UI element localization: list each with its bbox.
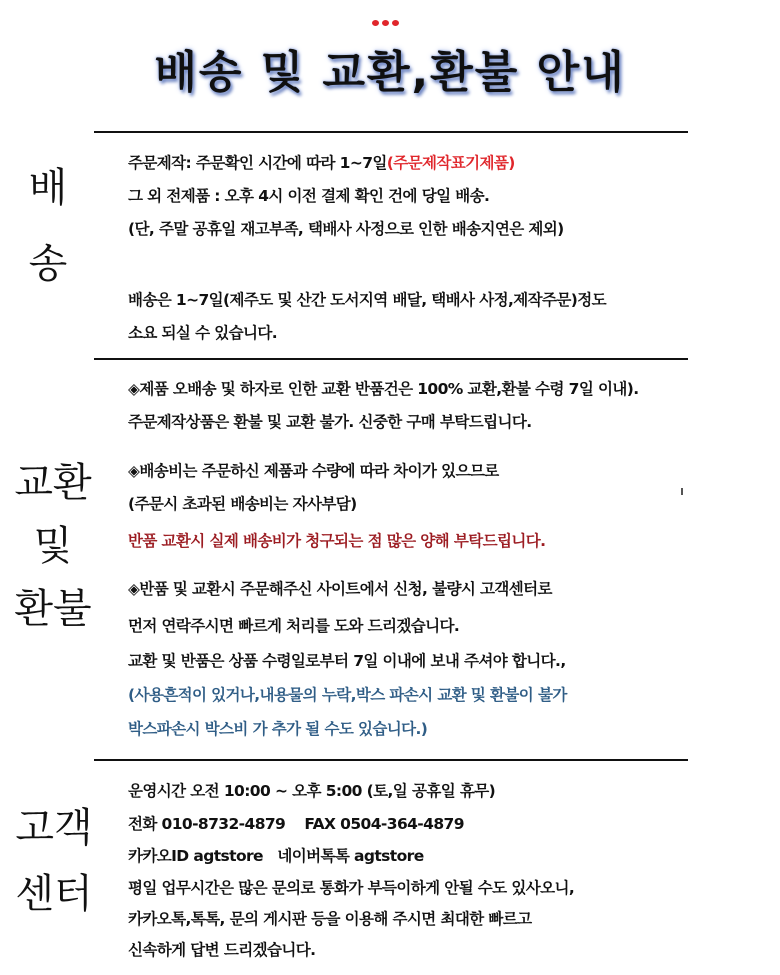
highlight-text: (주문제작표기제품) [386, 154, 515, 172]
cs-line-4: 평일 업무시간은 많은 문의로 통화가 부득이하게 안될 수도 있사오니, [128, 879, 575, 897]
shipping-line-4: 배송은 1~7일(제주도 및 산간 도서지역 배달, 택배사 사정,제작주문)정도 [128, 291, 606, 309]
divider [94, 131, 688, 133]
label-line: 고객 [15, 805, 93, 851]
label-line: 및 [33, 523, 73, 569]
exchange-line-3: ◈배송비는 주문하신 제품과 수량에 따라 차이가 있으므로 [128, 462, 499, 480]
label-line: 센터 [15, 871, 93, 917]
cs-line-5: 카카오톡,톡톡, 문의 게시판 등을 이용해 주시면 최대한 빠르고 [128, 910, 532, 928]
cs-line-1: 운영시간 오전 10:00 ~ 오후 5:00 (토,일 공휴일 휴무) [128, 782, 496, 800]
exchange-line-7: 먼저 연락주시면 빠르게 처리를 도와 드리겠습니다. [128, 617, 460, 635]
decorative-dots [372, 20, 399, 26]
cs-line-3: 카카오ID agtstore 네이버톡톡 agtstore [128, 847, 424, 865]
label-line: 배 [28, 165, 68, 211]
divider [94, 759, 688, 761]
dot-icon [392, 20, 399, 26]
exchange-line-9: (사용흔적이 있거나,내용물의 누락,박스 파손시 교환 및 환불이 불가 [128, 686, 567, 704]
exchange-line-10: 박스파손시 박스비 가 추가 될 수도 있습니다.) [128, 720, 428, 738]
shipping-line-2: 그 외 전제품 : 오후 4시 이전 결제 확인 건에 당일 배송. [128, 187, 490, 205]
shipping-line-1 [128, 151, 515, 173]
label-line: 교환 [14, 460, 92, 506]
line-text: 주문제작: 주문확인 시간에 따라 1~7일 [128, 154, 387, 172]
shipping-line-3: (단, 주말 공휴일 재고부족, 택배사 사정으로 인한 배송지연은 제외) [128, 220, 564, 238]
cs-line-6: 신속하게 답변 드리겠습니다. [128, 941, 316, 959]
exchange-line-6: ◈반품 및 교환시 주문해주신 사이트에서 신청, 불량시 고객센터로 [128, 580, 552, 598]
page-title: 배송 및 교환,환불 안내 [154, 47, 626, 98]
label-line: 송 [28, 241, 68, 287]
section-label-shipping [18, 150, 78, 302]
stray-mark [681, 488, 683, 495]
exchange-line-4: (주문시 초과된 배송비는 자사부담) [128, 495, 357, 513]
divider [94, 358, 688, 360]
section-label-customer-center [14, 795, 94, 927]
section-label-exchange [8, 452, 98, 641]
dot-icon [372, 20, 379, 26]
shipping-line-5: 소요 되실 수 있습니다. [128, 324, 278, 342]
label-line: 환불 [14, 586, 92, 632]
dot-icon [382, 20, 389, 26]
exchange-line-8: 교환 및 반품은 상품 수령일로부터 7일 이내에 보내 주셔야 합니다., [128, 652, 566, 670]
exchange-line-2: 주문제작상품은 환불 및 교환 불가. 신중한 구매 부탁드립니다. [128, 413, 532, 431]
exchange-line-1: ◈제품 오배송 및 하자로 인한 교환 반품건은 100% 교환,환불 수령 7일 이내). [128, 380, 639, 398]
cs-line-2: 전화 010-8732-4879 FAX 0504-364-4879 [128, 815, 464, 833]
exchange-line-5: 반품 교환시 실제 배송비가 청구되는 점 많은 양해 부탁드립니다. [128, 532, 546, 550]
